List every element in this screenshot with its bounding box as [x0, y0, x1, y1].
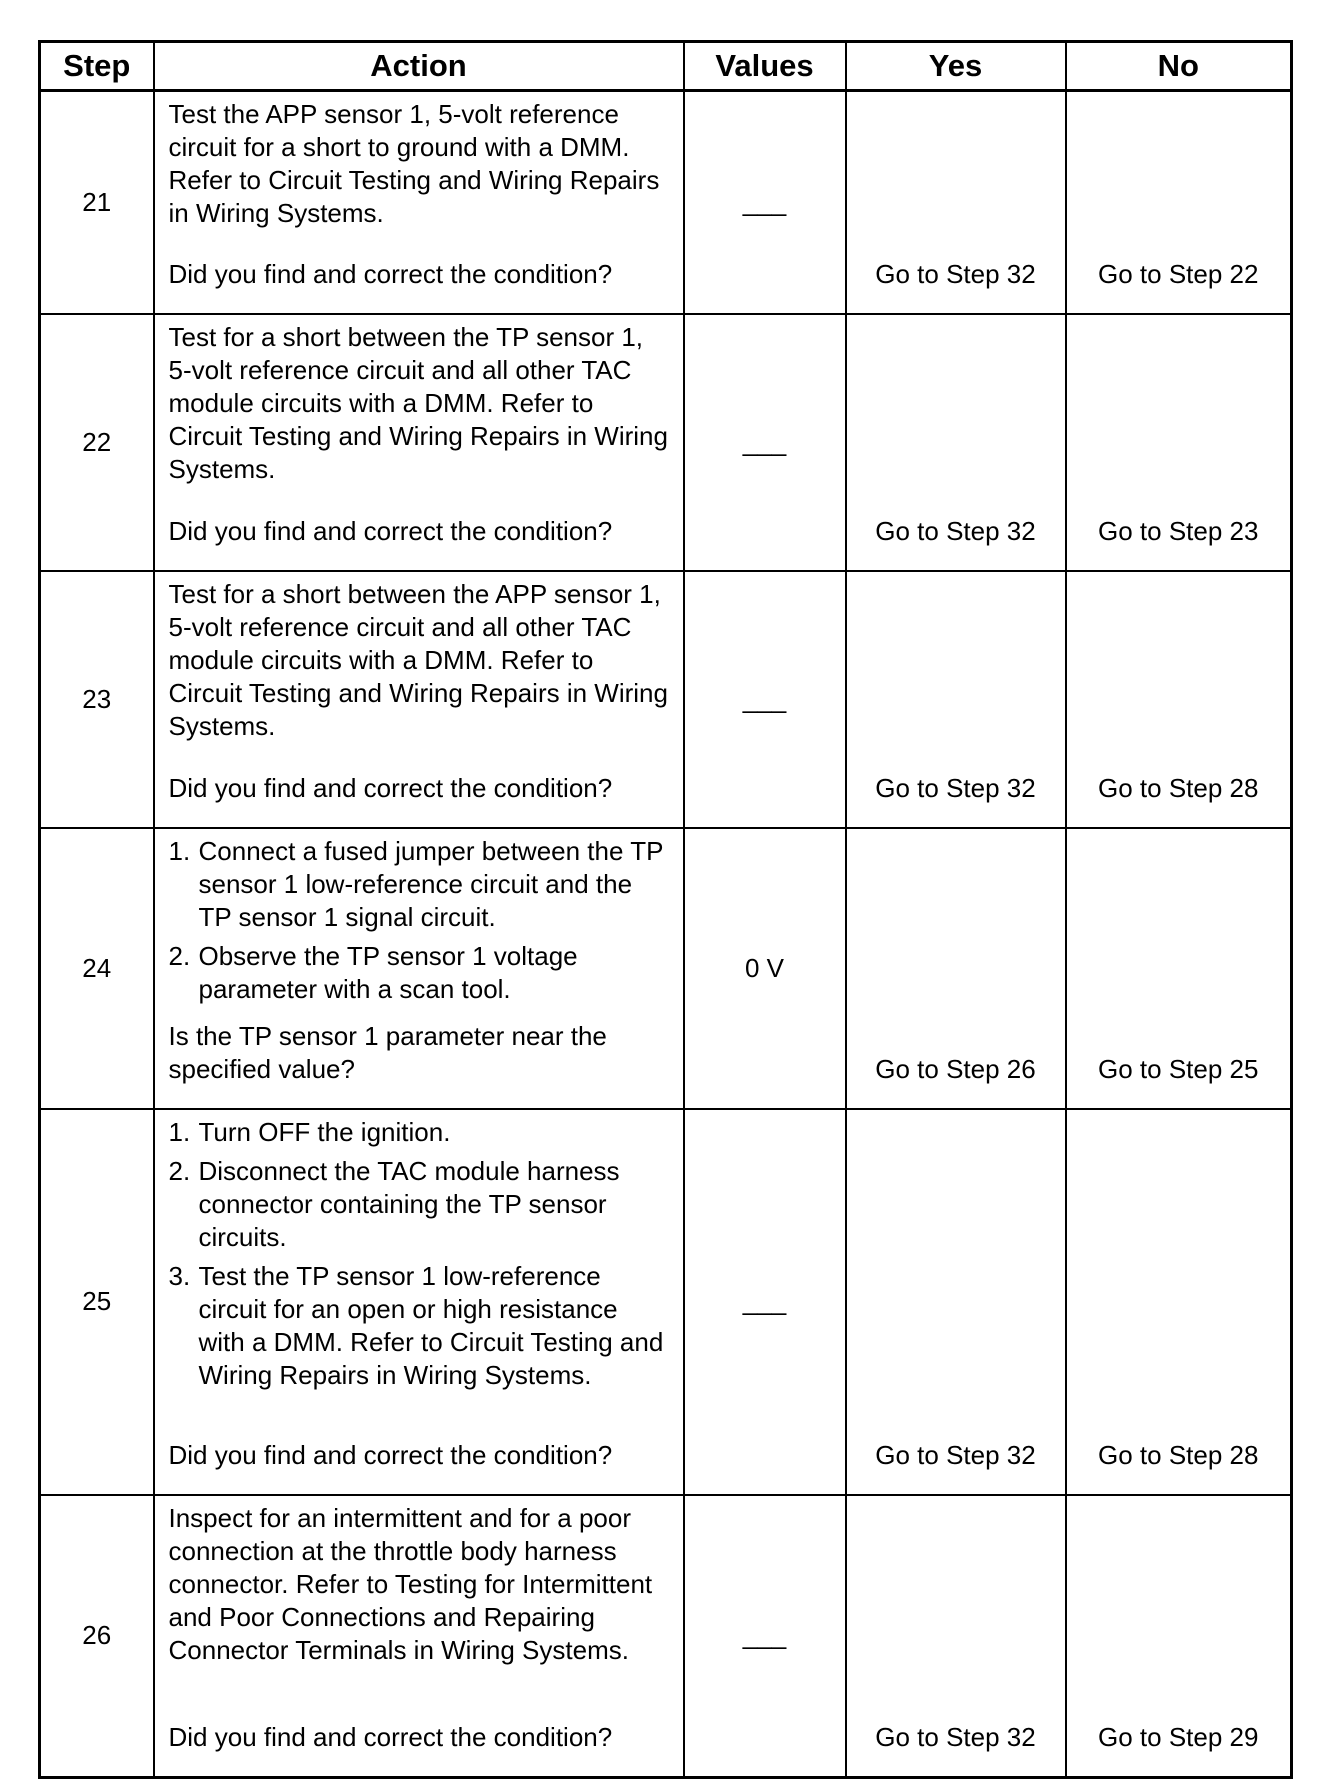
value-cell: ___ — [684, 1495, 846, 1778]
action-cell — [154, 828, 684, 1109]
action-steps-list — [169, 1116, 671, 1392]
action-step-text: Disconnect the TAC module harness connector containing the TP sensor circuits. — [198, 1155, 620, 1252]
action-step-text: Connect a fused jumper between the TP sensor 1 low-reference circuit and the TP sensor 1 signal circuit. — [198, 835, 663, 932]
table-row — [40, 1109, 1292, 1495]
step-number: 26 — [40, 1495, 154, 1778]
action-step-item — [169, 1116, 671, 1149]
action-text: Test for a short between the APP sensor 1, 5-volt reference circuit and all other TAC module circuits with a DMM. Refer to Circuit Testing and Wiring Repairs in Wiring Systems. — [168, 578, 668, 741]
table-row — [40, 1495, 1292, 1778]
step-number: 25 — [40, 1109, 154, 1495]
action-question: Did you find and correct the condition? — [168, 1722, 613, 1752]
action-cell — [154, 1109, 684, 1495]
no-cell: Go to Step 28 — [1066, 571, 1292, 828]
yes-cell: Go to Step 32 — [846, 91, 1066, 314]
table-body — [40, 91, 1292, 1778]
action-step-item — [169, 1155, 671, 1254]
action-step-number: 2. — [168, 940, 191, 971]
yes-cell: Go to Step 32 — [846, 571, 1066, 828]
action-step-item — [169, 940, 671, 1006]
step-number: 23 — [40, 571, 154, 828]
no-cell: Go to Step 28 — [1066, 1109, 1292, 1495]
value-cell: ___ — [684, 91, 846, 314]
action-step-text: Observe the TP sensor 1 voltage parameter with a scan tool. — [198, 940, 578, 1004]
column-header-yes: Yes — [846, 42, 1066, 91]
action-step-number: 1. — [168, 835, 191, 866]
action-cell — [154, 1495, 684, 1778]
column-header-action: Action — [154, 42, 684, 91]
step-number: 24 — [40, 828, 154, 1109]
no-cell: Go to Step 25 — [1066, 828, 1292, 1109]
action-cell — [154, 571, 684, 828]
value-cell: ___ — [684, 314, 846, 571]
no-cell: Go to Step 29 — [1066, 1495, 1292, 1778]
table-row — [40, 828, 1292, 1109]
action-step-number: 1. — [168, 1116, 191, 1147]
step-number: 21 — [40, 91, 154, 314]
column-header-step: Step — [40, 42, 154, 91]
action-step-item — [169, 835, 671, 934]
action-steps-list — [169, 835, 671, 1006]
action-question: Did you find and correct the condition? — [168, 515, 613, 546]
action-question: Did you find and correct the condition? — [168, 1439, 613, 1470]
yes-cell: Go to Step 32 — [846, 1495, 1066, 1778]
yes-cell: Go to Step 32 — [846, 1109, 1066, 1495]
table-row — [40, 314, 1292, 571]
value-cell: ___ — [684, 1109, 846, 1495]
diagnostic-table-page — [38, 40, 1290, 1774]
action-text: Inspect for an intermittent and for a poor connection at the throttle body harness connector. Refer to Testing for Intermittent and Poor Connections and Repairing Connector Terminals in Wiring Systems. — [168, 1502, 653, 1665]
value-cell: 0 V — [684, 828, 846, 1109]
table-header — [40, 42, 1292, 91]
action-text: Test the APP sensor 1, 5-volt reference circuit for a short to ground with a DMM. Refer to Circuit Testing and Wiring Repairs in Wiring Systems. — [168, 99, 660, 228]
no-cell: Go to Step 22 — [1066, 91, 1292, 314]
action-question: Did you find and correct the condition? — [168, 258, 613, 289]
column-header-values: Values — [684, 42, 846, 91]
action-step-item — [169, 1260, 671, 1392]
column-header-no: No — [1066, 42, 1292, 91]
step-number: 22 — [40, 314, 154, 571]
table-row — [40, 571, 1292, 828]
action-step-text: Test the TP sensor 1 low-reference circuit for an open or high resistance with a DMM. Refer to Circuit Testing and Wiring Repairs in Wiring Systems. — [198, 1260, 664, 1390]
action-text: Test for a short between the TP sensor 1, 5-volt reference circuit and all other TAC module circuits with a DMM. Refer to Circuit Testing and Wiring Repairs in Wiring Systems. — [168, 321, 668, 484]
action-cell — [154, 91, 684, 314]
no-cell: Go to Step 23 — [1066, 314, 1292, 571]
diagnostic-table — [38, 40, 1293, 1779]
yes-cell: Go to Step 26 — [846, 828, 1066, 1109]
action-step-number: 3. — [168, 1260, 191, 1291]
yes-cell: Go to Step 32 — [846, 314, 1066, 571]
action-question: Did you find and correct the condition? — [168, 772, 613, 803]
header-row — [40, 42, 1292, 91]
action-step-text: Turn OFF the ignition. — [198, 1116, 451, 1147]
action-step-number: 2. — [168, 1155, 191, 1186]
action-question: Is the TP sensor 1 parameter near the specified value? — [168, 1020, 607, 1084]
table-row — [40, 91, 1292, 314]
action-cell — [154, 314, 684, 571]
value-cell: ___ — [684, 571, 846, 828]
